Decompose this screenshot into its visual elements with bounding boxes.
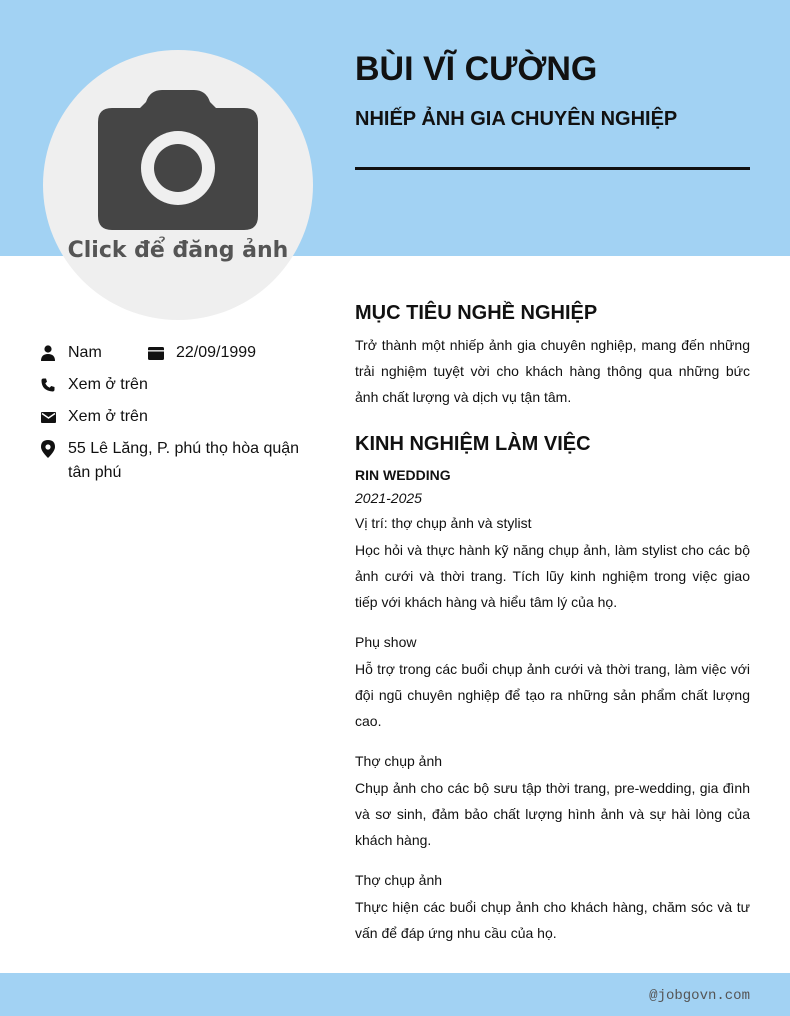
role-title: Thợ chụp ảnh <box>355 872 443 888</box>
location-pin-icon <box>40 437 56 461</box>
birthday-row <box>148 341 256 365</box>
address-row <box>40 437 308 485</box>
birthday-value: 22/09/1999 <box>176 344 257 361</box>
header-divider <box>355 167 750 170</box>
candidate-title: NHIẾP ẢNH GIA CHUYÊN NGHIỆP <box>355 108 678 130</box>
camera-icon <box>98 90 258 230</box>
candidate-name: BÙI VĨ CƯỜNG <box>355 50 598 88</box>
phone-icon <box>40 373 56 397</box>
calendar-icon <box>148 341 164 365</box>
phone-row <box>40 373 308 397</box>
avatar-upload[interactable] <box>43 50 313 320</box>
role-title: Thợ chụp ảnh <box>355 753 443 769</box>
gender-row <box>40 341 138 365</box>
objective-text: Trở thành một nhiếp ảnh gia chuyên nghiệp, mang đến những trải nghiệm tuyệt vời cho khách hàng thông qua những bức ảnh chất lượng và dịch vụ tận tâm. <box>355 337 750 405</box>
company-name: RIN WEDDING <box>355 467 451 483</box>
work-period: 2021-2025 <box>355 490 422 506</box>
objective-heading: MỤC TIÊU NGHỀ NGHIỆP <box>355 302 598 324</box>
phone-value: Xem ở trên <box>68 376 148 393</box>
gender-value: Nam <box>68 344 102 361</box>
address-value: 55 Lê Lăng, P. phú thọ hòa quận tân phú <box>68 440 300 481</box>
email-value: Xem ở trên <box>68 408 148 425</box>
role-description: Chụp ảnh cho các bộ sưu tập thời trang, pre-wedding, gia đình và sơ sinh, đảm bảo chất lượng hình ảnh và sự hài lòng của khách hàng. <box>355 780 750 848</box>
email-row <box>40 405 308 429</box>
role-description: Hỗ trợ trong các buổi chụp ảnh cưới và thời trang, làm việc với đội ngũ chuyên nghiệp để tạo ra những sản phẩm chất lượng cao. <box>355 661 750 729</box>
role-title: Phụ show <box>355 634 417 650</box>
experience-heading: KINH NGHIỆM LÀM VIỆC <box>355 433 591 455</box>
email-icon <box>40 405 56 429</box>
person-icon <box>40 341 56 365</box>
role-description: Thực hiện các buổi chụp ảnh cho khách hàng, chăm sóc và tư vấn để đáp ứng nhu cầu của họ. <box>355 899 750 941</box>
footer-watermark: @jobgovn.com <box>649 988 750 1004</box>
role-title: Vị trí: thợ chụp ảnh và stylist <box>355 515 532 531</box>
avatar-caption: Click để đăng ảnh <box>67 238 289 263</box>
role-description: Học hỏi và thực hành kỹ năng chụp ảnh, làm stylist cho các bộ ảnh cưới và thời trang. Tích lũy kinh nghiệm trong việc giao tiếp với khách hàng và hiểu tâm lý của họ. <box>355 542 750 610</box>
